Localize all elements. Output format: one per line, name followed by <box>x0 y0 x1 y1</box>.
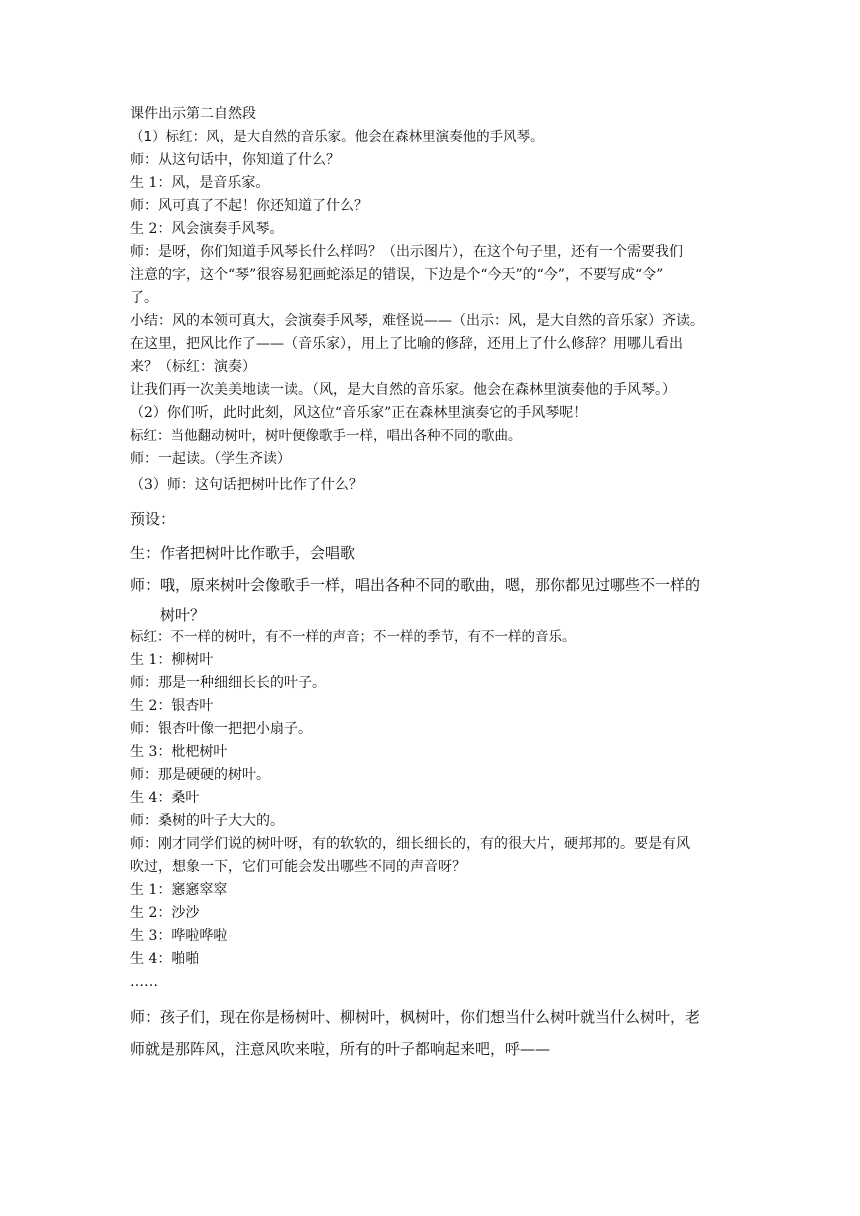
preset-label: 预设： <box>130 510 176 528</box>
student-line: 生 1：柳树叶 <box>130 652 214 668</box>
student-line: 生 4：啪啪 <box>130 951 200 967</box>
student-line: 生 4：桑叶 <box>130 790 200 806</box>
student-line: 生 3：哗啦哗啦 <box>130 928 228 944</box>
summary-line-cont: 来？（标红：演奏） <box>130 359 256 375</box>
student-line: 生 2：风会演奏手风琴。 <box>130 221 284 237</box>
section-2-line: （2）你们听，此时此刻，风这位“音乐家”正在森林里演奏它的手风琴呢！ <box>130 405 588 421</box>
teacher-line: 师：哦，原来树叶会像歌手一样，唱出各种不同的歌曲，嗯，那你都见过哪些不一样的 <box>130 576 701 594</box>
student-line: 生：作者把树叶比作歌手，会唱歌 <box>130 544 356 562</box>
section-3-line: （3）师：这句话把树叶比作了什么？ <box>130 477 363 493</box>
teacher-line-cont: 注意的字，这个“琴”很容易犯画蛇添足的错误，下边是个“今天”的“今”，不要写成“令” <box>130 267 664 283</box>
teacher-line-cont: 师就是那阵风，注意风吹来啦，所有的叶子都响起来吧，呼—— <box>130 1040 551 1058</box>
ellipsis: …… <box>130 974 158 990</box>
highlighted-sentence-3: 标红：不一样的树叶，有不一样的声音；不一样的季节，有不一样的音乐。 <box>130 629 576 645</box>
teacher-line: 师：风可真了不起！你还知道了什么？ <box>130 198 368 214</box>
teacher-line: 师：那是一种细细长长的叶子。 <box>130 675 326 691</box>
summary-line-cont: 在这里，把风比作了——（音乐家），用上了比喻的修辞，还用上了什么修辞？用哪儿看出 <box>130 336 683 352</box>
summary-line: 小结：风的本领可真大，会演奏手风琴，难怪说——（出示：风，是大自然的音乐家）齐读。 <box>130 313 704 329</box>
teacher-line-cont: 吹过，想象一下，它们可能会发出哪些不同的声音呀？ <box>130 859 466 875</box>
student-line: 生 3：枇杷树叶 <box>130 744 228 760</box>
reading-line: 让我们再一次美美地读一读。（风，是大自然的音乐家。他会在森林里演奏他的手风琴。） <box>130 382 676 398</box>
section-heading: 课件出示第二自然段 <box>130 106 256 122</box>
student-line: 生 2：沙沙 <box>130 905 200 921</box>
highlighted-sentence-1: （1）标红：风，是大自然的音乐家。他会在森林里演奏他的手风琴。 <box>130 129 544 145</box>
student-line: 生 1：窸窸窣窣 <box>130 882 228 898</box>
teacher-line-cont: 树叶？ <box>160 606 206 624</box>
teacher-line-cont: 了。 <box>130 290 158 306</box>
teacher-line: 师：银杏叶像一把把小扇子。 <box>130 721 312 737</box>
teacher-line: 师：桑树的叶子大大的。 <box>130 813 284 829</box>
teacher-line: 师：那是硬硬的树叶。 <box>130 767 270 783</box>
student-line: 生 1：风，是音乐家。 <box>130 175 270 191</box>
teacher-line: 师：孩子们，现在你是杨树叶、柳树叶，枫树叶，你们想当什么树叶就当什么树叶，老 <box>130 1008 701 1026</box>
teacher-line: 师：一起读。（学生齐读） <box>130 451 291 467</box>
student-line: 生 2：银杏叶 <box>130 698 214 714</box>
teacher-line: 师：刚才同学们说的树叶呀，有的软软的，细长细长的，有的很大片，硬邦邦的。要是有风 <box>130 836 690 852</box>
highlighted-sentence-2: 标红：当他翻动树叶，树叶便像歌手一样，唱出各种不同的歌曲。 <box>130 428 522 444</box>
teacher-line: 师：是呀，你们知道手风琴长什么样吗？（出示图片），在这个句子里，还有一个需要我们 <box>130 244 683 260</box>
teacher-line: 师：从这句话中，你知道了什么？ <box>130 152 340 168</box>
